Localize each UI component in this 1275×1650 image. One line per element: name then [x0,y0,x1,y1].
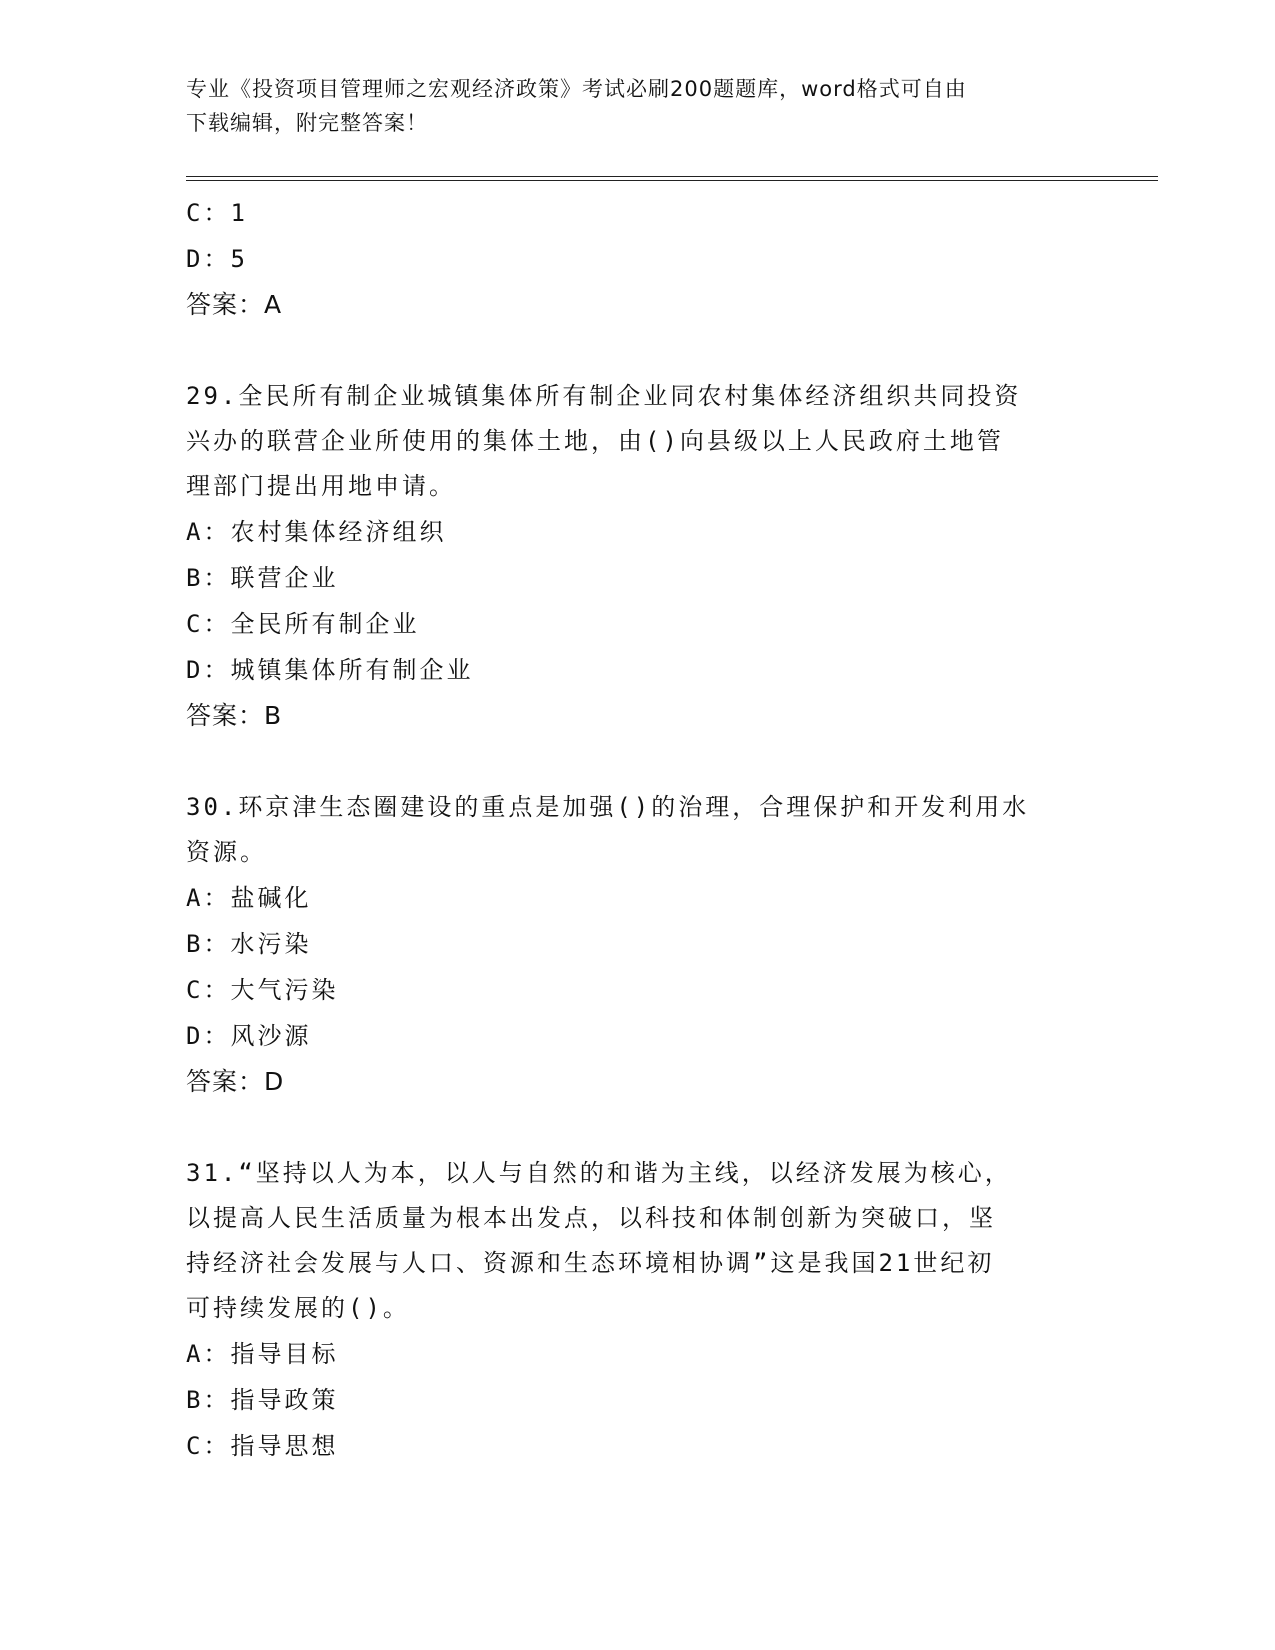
document-header [186,72,1066,140]
prev-option-d: D：5 [186,245,248,273]
question-31 [186,1151,1066,1469]
question-stem-line: 理部门提出用地申请。 [186,472,456,500]
question-stem-line: 29.全民所有制企业城镇集体所有制企业同农村集体经济组织共同投资 [186,382,1022,410]
answer: 答案：B [186,701,283,730]
question-stem-line: 30.环京津生态圈建设的重点是加强()的治理，合理保护和开发利用水 [186,793,1030,821]
prev-answer: 答案：A [186,290,283,319]
option-b: B：联营企业 [186,564,339,592]
option-b: B：水污染 [186,930,312,958]
question-stem-line: 兴办的联营企业所使用的集体土地，由()向县级以上人民政府土地管 [186,427,1004,455]
answer: 答案：D [186,1067,285,1096]
question-stem-line: 31.“坚持以人为本，以人与自然的和谐为主线，以经济发展为核心， [186,1159,1012,1187]
option-a: A：盐碱化 [186,884,312,912]
option-c: C：指导思想 [186,1432,339,1460]
question-30 [186,785,1066,1105]
option-d: D：城镇集体所有制企业 [186,656,474,684]
question-29 [186,374,1066,739]
option-c: C：大气污染 [186,976,339,1004]
option-a: A：农村集体经济组织 [186,518,447,546]
header-line-1: 专业《投资项目管理师之宏观经济政策》考试必刷200题题库，word格式可自由 [186,77,967,101]
option-c: C：全民所有制企业 [186,610,420,638]
question-content [186,190,1066,1469]
spacer [186,739,1066,785]
header-divider [186,176,1158,181]
option-d: D：风沙源 [186,1022,312,1050]
spacer [186,1105,1066,1151]
question-stem-line: 持经济社会发展与人口、资源和生态环境相协调”这是我国21世纪初 [186,1249,995,1277]
question-stem-line: 以提高人民生活质量为根本出发点，以科技和体制创新为突破口，坚 [186,1204,996,1232]
prev-option-c: C：1 [186,199,248,227]
option-a: A：指导目标 [186,1340,339,1368]
spacer [186,328,1066,374]
question-stem-line: 资源。 [186,838,267,866]
question-stem-line: 可持续发展的()。 [186,1294,410,1322]
header-line-2: 下载编辑，附完整答案！ [186,111,428,135]
option-b: B：指导政策 [186,1386,339,1414]
